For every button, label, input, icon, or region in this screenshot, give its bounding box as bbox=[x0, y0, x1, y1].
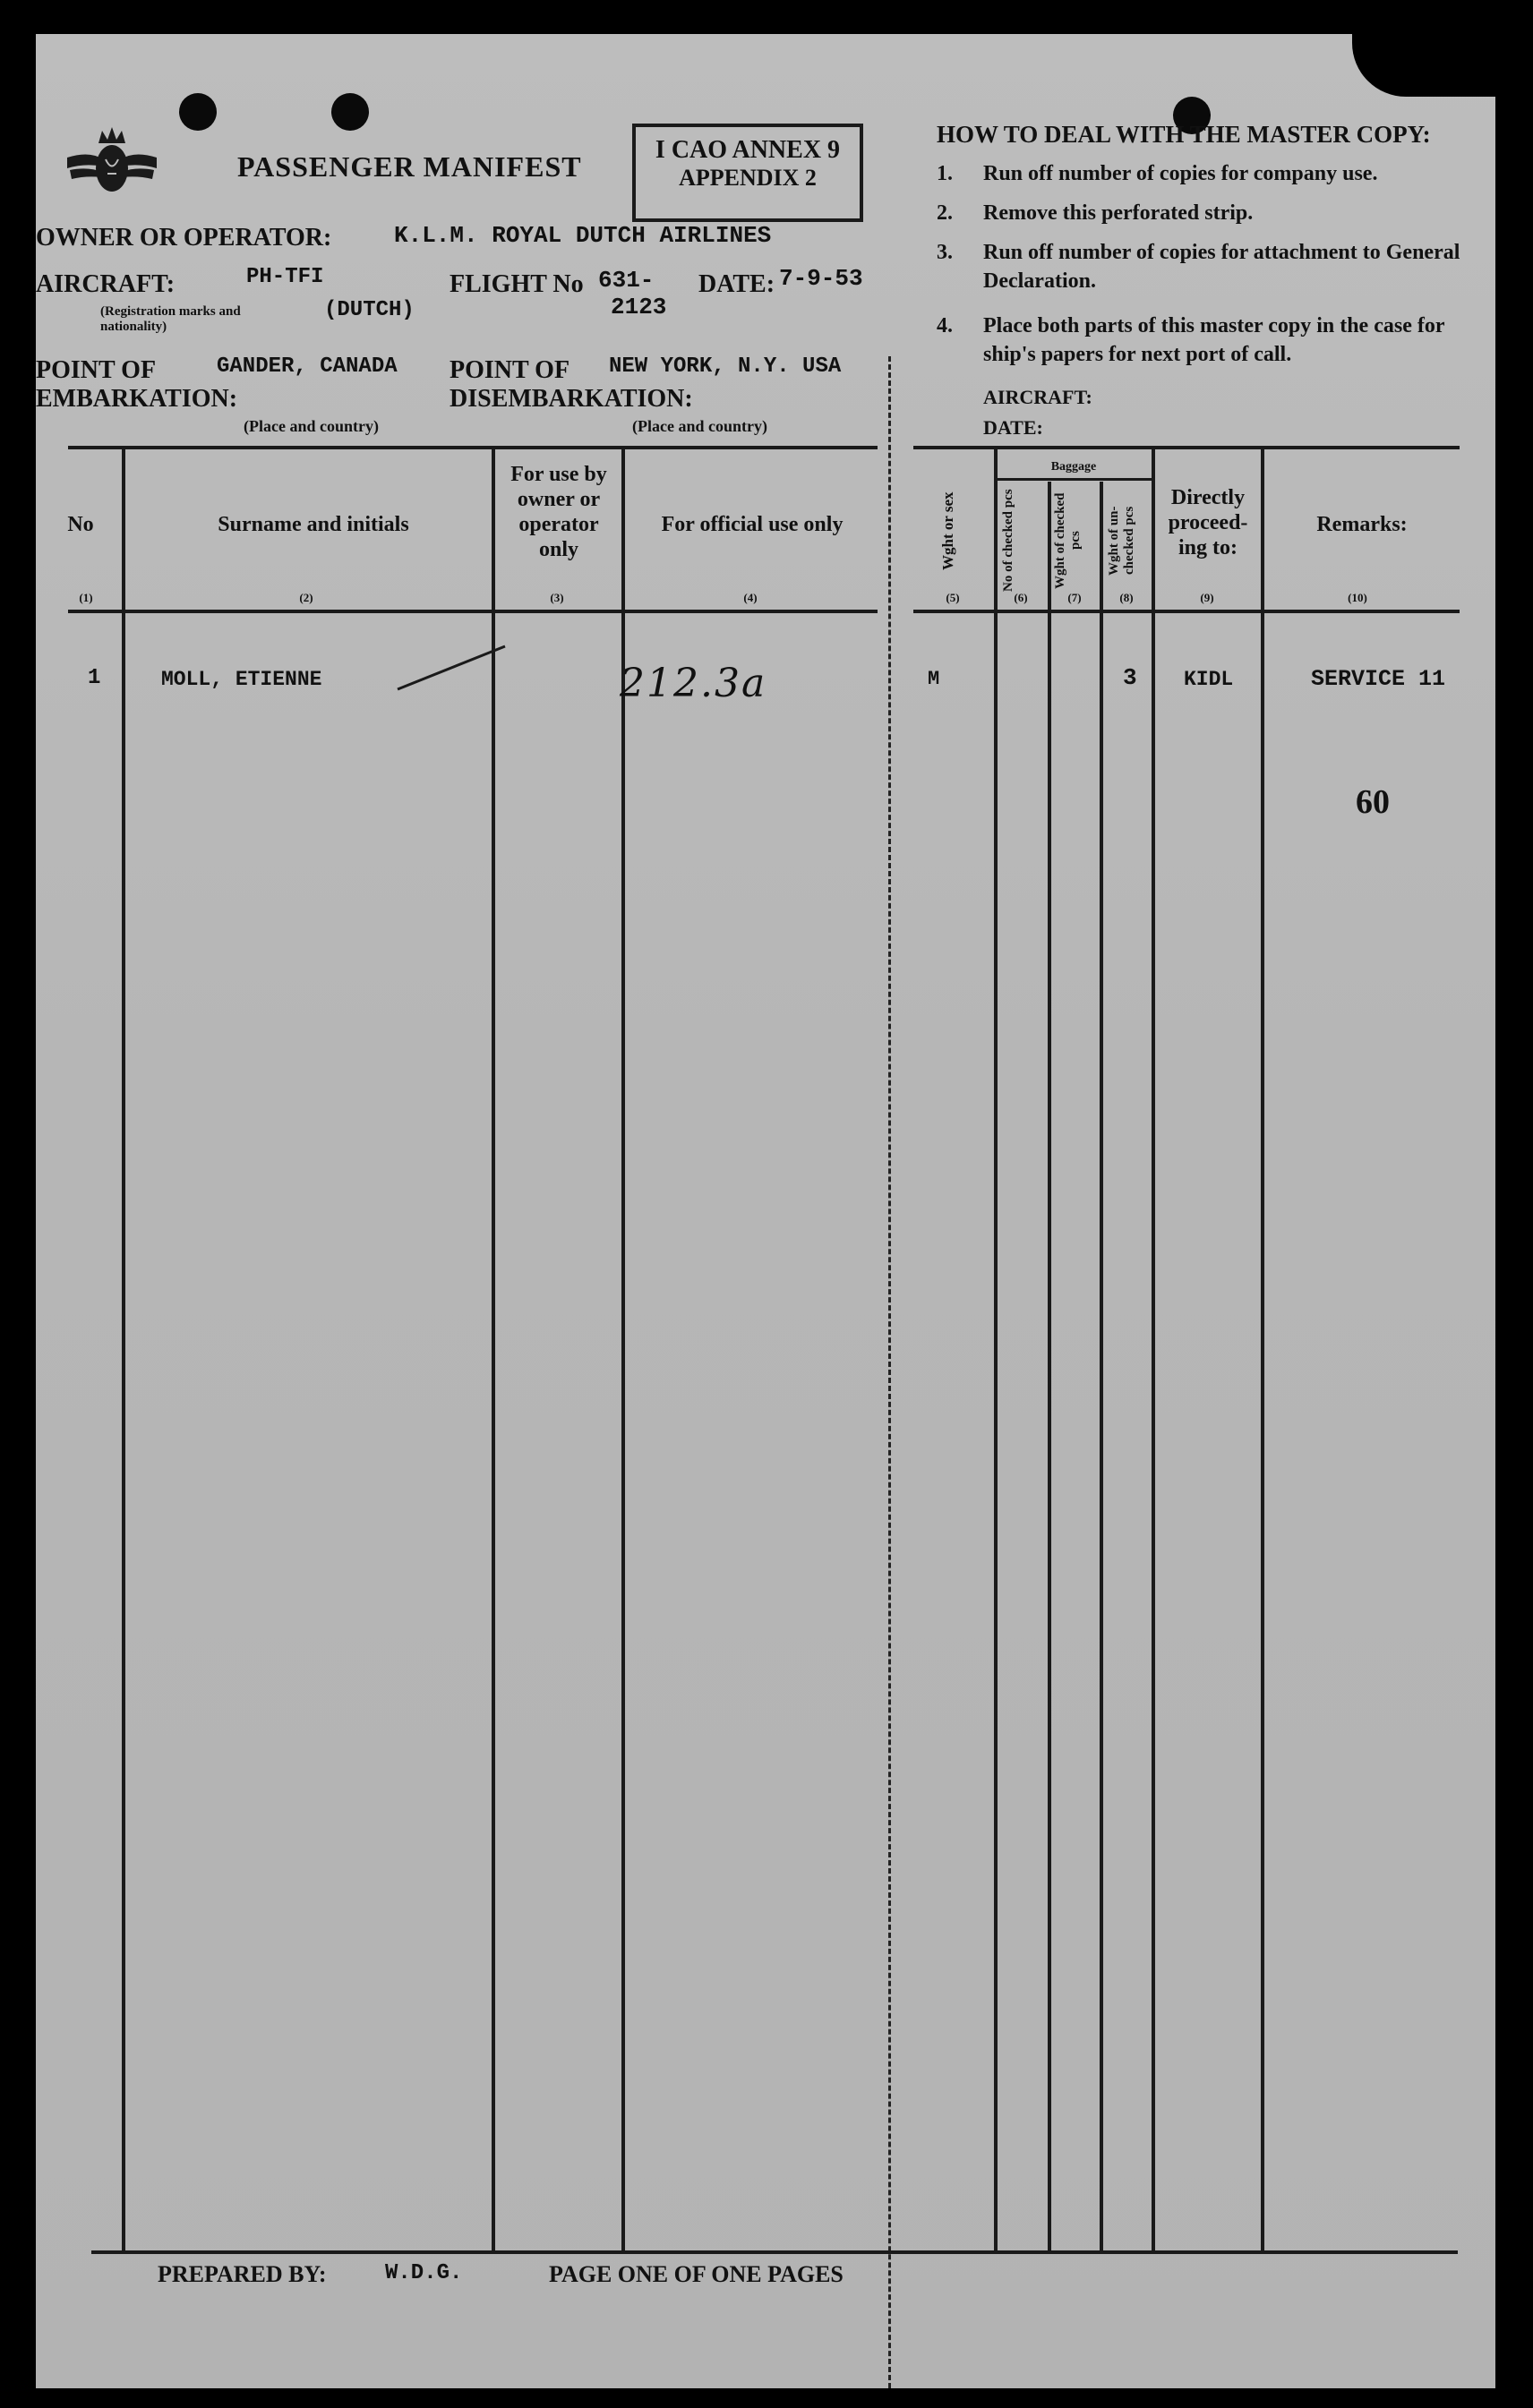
aircraft-value: PH-TFI bbox=[246, 265, 324, 289]
col-divider bbox=[1152, 446, 1155, 2250]
instruction-4-num: 4. bbox=[937, 314, 953, 337]
header-baggage: Baggage bbox=[1050, 460, 1097, 474]
header-wght-sex: Wght or sex bbox=[939, 491, 956, 570]
klm-crown-logo bbox=[63, 124, 161, 204]
punch-hole bbox=[179, 93, 217, 131]
row-1-remarks: SERVICE 11 bbox=[1311, 666, 1446, 692]
disembark-note: (Place and country) bbox=[632, 417, 767, 435]
table-bottom-rule bbox=[91, 2250, 1458, 2254]
col-number-7: (7) bbox=[1067, 591, 1082, 604]
col-number-1: (1) bbox=[79, 591, 93, 604]
icao-line-1: I CAO ANNEX 9 bbox=[655, 136, 841, 164]
embark-label-2: EMBARKATION: bbox=[36, 385, 238, 413]
row-1-no: 1 bbox=[88, 666, 101, 690]
page-title: PASSENGER MANIFEST bbox=[237, 150, 582, 183]
instruction-2-text: Remove this perforated strip. bbox=[983, 201, 1254, 225]
disembark-label-2: DISEMBARKATION: bbox=[450, 385, 693, 413]
col-divider bbox=[1261, 446, 1264, 2250]
owner-label: OWNER OR OPERATOR: bbox=[36, 224, 332, 252]
col-divider bbox=[492, 446, 495, 2250]
manifest-page bbox=[36, 34, 1495, 2388]
instruction-2-num: 2. bbox=[937, 201, 953, 225]
punch-hole bbox=[331, 93, 369, 131]
torn-corner bbox=[1352, 25, 1513, 97]
perforation-line bbox=[888, 356, 891, 2388]
header-wght-checked: Wght of checked pcs bbox=[1053, 492, 1083, 589]
instruction-1-text: Run off number of copies for company use. bbox=[983, 162, 1378, 185]
header-owner-use: For use by owner or operator only bbox=[510, 463, 607, 561]
instructions-title: HOW TO DEAL WITH THE MASTER COPY: bbox=[937, 121, 1431, 148]
header-surname: Surname and initials bbox=[218, 513, 409, 536]
header-no-checked: No of checked pcs bbox=[1001, 489, 1015, 593]
prepared-by-value: W.D.G. bbox=[385, 2261, 463, 2285]
header-no: No bbox=[67, 513, 94, 536]
col-divider bbox=[122, 446, 125, 2250]
table-header-rule-left bbox=[68, 610, 878, 613]
aircraft-label: AIRCRAFT: bbox=[36, 270, 176, 298]
page-count: PAGE ONE OF ONE PAGES bbox=[549, 2261, 844, 2287]
col-divider bbox=[994, 446, 998, 2250]
col-number-4: (4) bbox=[743, 591, 758, 604]
date-value: 7-9-53 bbox=[779, 265, 863, 292]
instruction-1-num: 1. bbox=[937, 162, 953, 185]
icao-box bbox=[632, 124, 863, 222]
instruction-4-text: Place both parts of this master copy in the case for ship's papers for next port of call. bbox=[983, 314, 1445, 366]
col-divider bbox=[621, 446, 625, 2250]
header-wght-unchecked: Wght of un-checked pcs bbox=[1107, 506, 1136, 576]
header-directly: Directly proceed-ing to: bbox=[1168, 486, 1248, 559]
disembark-value: NEW YORK, N.Y. USA bbox=[609, 354, 842, 379]
aircraft-note: (Registration marks and nationality) bbox=[100, 304, 241, 334]
instructions-date-label: DATE: bbox=[983, 416, 1043, 439]
col-number-2: (2) bbox=[299, 591, 313, 604]
check-mark bbox=[394, 641, 510, 695]
instructions-aircraft-label: AIRCRAFT: bbox=[983, 386, 1092, 408]
col-number-8: (8) bbox=[1119, 591, 1134, 604]
header-official: For official use only bbox=[661, 513, 844, 536]
embark-value: GANDER, CANADA bbox=[217, 354, 398, 379]
col-divider bbox=[1048, 482, 1051, 2250]
table-top-rule-left bbox=[68, 446, 878, 449]
margin-number: 60 bbox=[1356, 783, 1390, 821]
owner-value: K.L.M. ROYAL DUTCH AIRLINES bbox=[394, 222, 772, 249]
row-1-destination: KIDL bbox=[1184, 668, 1234, 691]
disembark-label-1: POINT OF bbox=[450, 356, 570, 384]
col-number-3: (3) bbox=[550, 591, 564, 604]
col-divider bbox=[1100, 482, 1103, 2250]
row-1-sex: M bbox=[928, 668, 940, 690]
embark-label-1: POINT OF bbox=[36, 356, 157, 384]
row-1-surname: MOLL, ETIENNE bbox=[161, 668, 322, 691]
header-remarks: Remarks: bbox=[1316, 513, 1408, 536]
date-label: DATE: bbox=[698, 270, 775, 298]
instruction-3-text: Run off number of copies for attachment to General Declaration. bbox=[983, 241, 1460, 293]
row-1-official: 212.3a bbox=[620, 661, 767, 706]
col-number-6: (6) bbox=[1014, 591, 1028, 604]
col-number-10: (10) bbox=[1348, 591, 1367, 604]
col-number-9: (9) bbox=[1200, 591, 1214, 604]
instruction-3-num: 3. bbox=[937, 241, 953, 264]
aircraft-nationality: (DUTCH) bbox=[324, 298, 415, 322]
prepared-by-label: PREPARED BY: bbox=[158, 2261, 327, 2287]
icao-line-2: APPENDIX 2 bbox=[679, 165, 817, 191]
flight-value-2: 2123 bbox=[611, 294, 667, 320]
flight-label: FLIGHT No bbox=[450, 270, 584, 298]
col-number-5: (5) bbox=[946, 591, 960, 604]
embark-note: (Place and country) bbox=[244, 417, 379, 435]
row-1-unchecked: 3 bbox=[1123, 664, 1137, 691]
flight-value-1: 631- bbox=[598, 267, 655, 294]
